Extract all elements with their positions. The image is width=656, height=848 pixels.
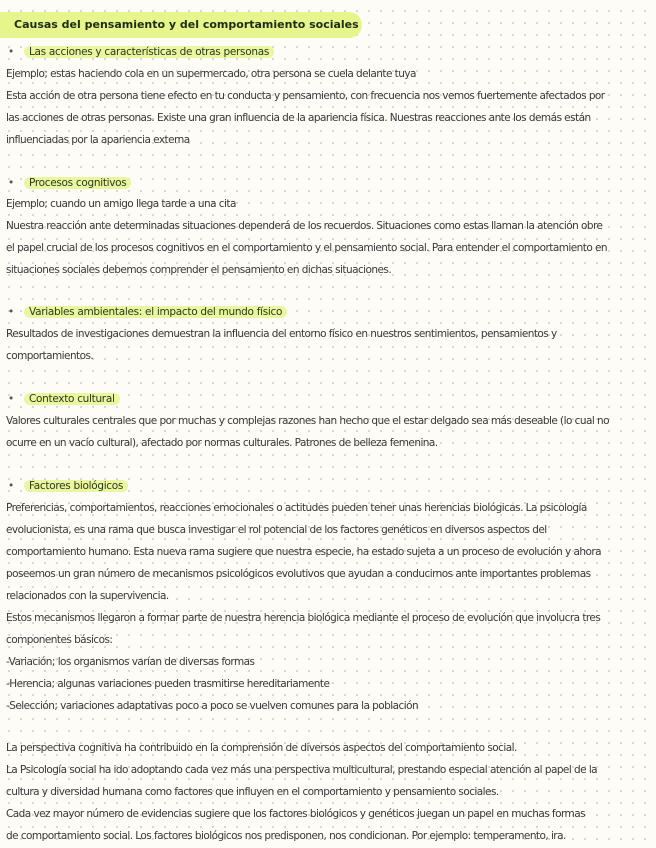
bullet-icon: •: [8, 306, 15, 318]
section-heading-label: Las acciones y características de otras personas: [24, 46, 274, 58]
text-line: las acciones de otras personas. Existe una gran influencia de la apariencia física. Nuestras reacciones ante los demás están: [6, 112, 591, 124]
text-line: La Psicología social ha ido adoptando cada vez más una perspectiva multicultural, prestando especial atención al papel de la: [6, 764, 598, 776]
section-heading-label: Factores biológicos: [24, 480, 128, 492]
section-heading: [8, 44, 274, 60]
text-line: Estos mecanismos llegaron a formar parte de nuestra herencia biológica mediante el proceso de evolución que involucra tres: [6, 612, 601, 624]
text-line: Ejemplo; estas haciendo cola en un supermercado, otra persona se cuela delante tuya: [6, 68, 416, 80]
text-line: comportamiento humano. Esta nueva rama sugiere que nuestra especie, ha estado sujeta a un proceso de evolución y ahora: [6, 546, 602, 558]
text-line: influenciadas por la apariencia externa: [6, 134, 190, 146]
text-line: Esta acción de otra persona tiene efecto en tu conducta y pensamiento, con frecuencia nos vemos fuertemente afectados por: [6, 90, 605, 102]
text-line: La perspectiva cognitiva ha contribuido en la comprensión de diversos aspectos del comportamiento social.: [6, 742, 517, 754]
section-heading: [8, 478, 128, 494]
text-line: Preferencias, comportamientos, reacciones emocionales o actitudes pueden tener unas herencias biológicas. La psicología: [6, 502, 587, 514]
text-line: ocurre en un vacío cultural), afectado por normas culturales. Patrones de belleza femenina.: [6, 437, 438, 449]
page-title: Causas del pensamiento y del comportamiento sociales: [0, 12, 362, 38]
bullet-icon: •: [8, 480, 15, 492]
text-line: evolucionista, es una rama que busca investigar el rol potencial de los factores genéticos en diversos aspectos del: [6, 524, 547, 536]
text-line: poseemos un gran número de mecanismos psicológicos evolutivos que ayudan a conducirnos ante importantes problemas: [6, 568, 591, 580]
section-heading: [8, 304, 287, 320]
text-line: -Selección; variaciones adaptativas poco a poco se vuelven comunes para la población: [6, 700, 419, 712]
text-line: el papel crucial de los procesos cognitivos en el comportamiento y el pensamiento social. Para entender el comportamiento en: [6, 242, 608, 254]
text-line: cultura y diversidad humana como factores que influyen en el comportamiento y pensamiento sociales.: [6, 786, 499, 798]
section-heading-label: Procesos cognitivos: [24, 177, 131, 189]
text-line: situaciones sociales debemos comprender el pensamiento en dichas situaciones.: [6, 264, 392, 276]
text-line: de comportamiento social. Los factores biológicos nos predisponen, nos condicionan. Por ejemplo: temperamento, ira.: [6, 830, 566, 842]
section-heading: [8, 175, 131, 191]
text-line: relacionados con la supervivencia.: [6, 590, 169, 602]
text-line: -Herencia; algunas variaciones pueden trasmitirse hereditariamente: [6, 678, 330, 690]
section-heading: [8, 391, 120, 407]
bullet-icon: •: [8, 393, 15, 405]
bullet-icon: •: [8, 177, 15, 189]
text-line: -Variación; los organismos varían de diversas formas: [6, 656, 255, 668]
section-heading-label: Contexto cultural: [24, 393, 120, 405]
text-line: comportamientos.: [6, 350, 94, 362]
text-line: Valores culturales centrales que por muchas y complejas razones han hecho que el estar delgado sea más deseable (lo cual no: [6, 415, 609, 427]
text-line: Nuestra reacción ante determinadas situaciones dependerá de los recuerdos. Situaciones como estas llaman la atención obre: [6, 220, 603, 232]
section-heading-label: Variables ambientales: el impacto del mundo físico: [24, 306, 287, 318]
text-line: Ejemplo; cuando un amigo llega tarde a una cita: [6, 198, 236, 210]
text-line: componentes básicos:: [6, 634, 113, 646]
text-line: Resultados de investigaciones demuestran la influencia del entorno físico en nuestros sentimientos, pensamientos y: [6, 328, 557, 340]
text-line: Cada vez mayor número de evidencias sugiere que los factores biológicos y genéticos juegan un papel en muchas formas: [6, 808, 586, 820]
bullet-icon: •: [8, 46, 15, 58]
